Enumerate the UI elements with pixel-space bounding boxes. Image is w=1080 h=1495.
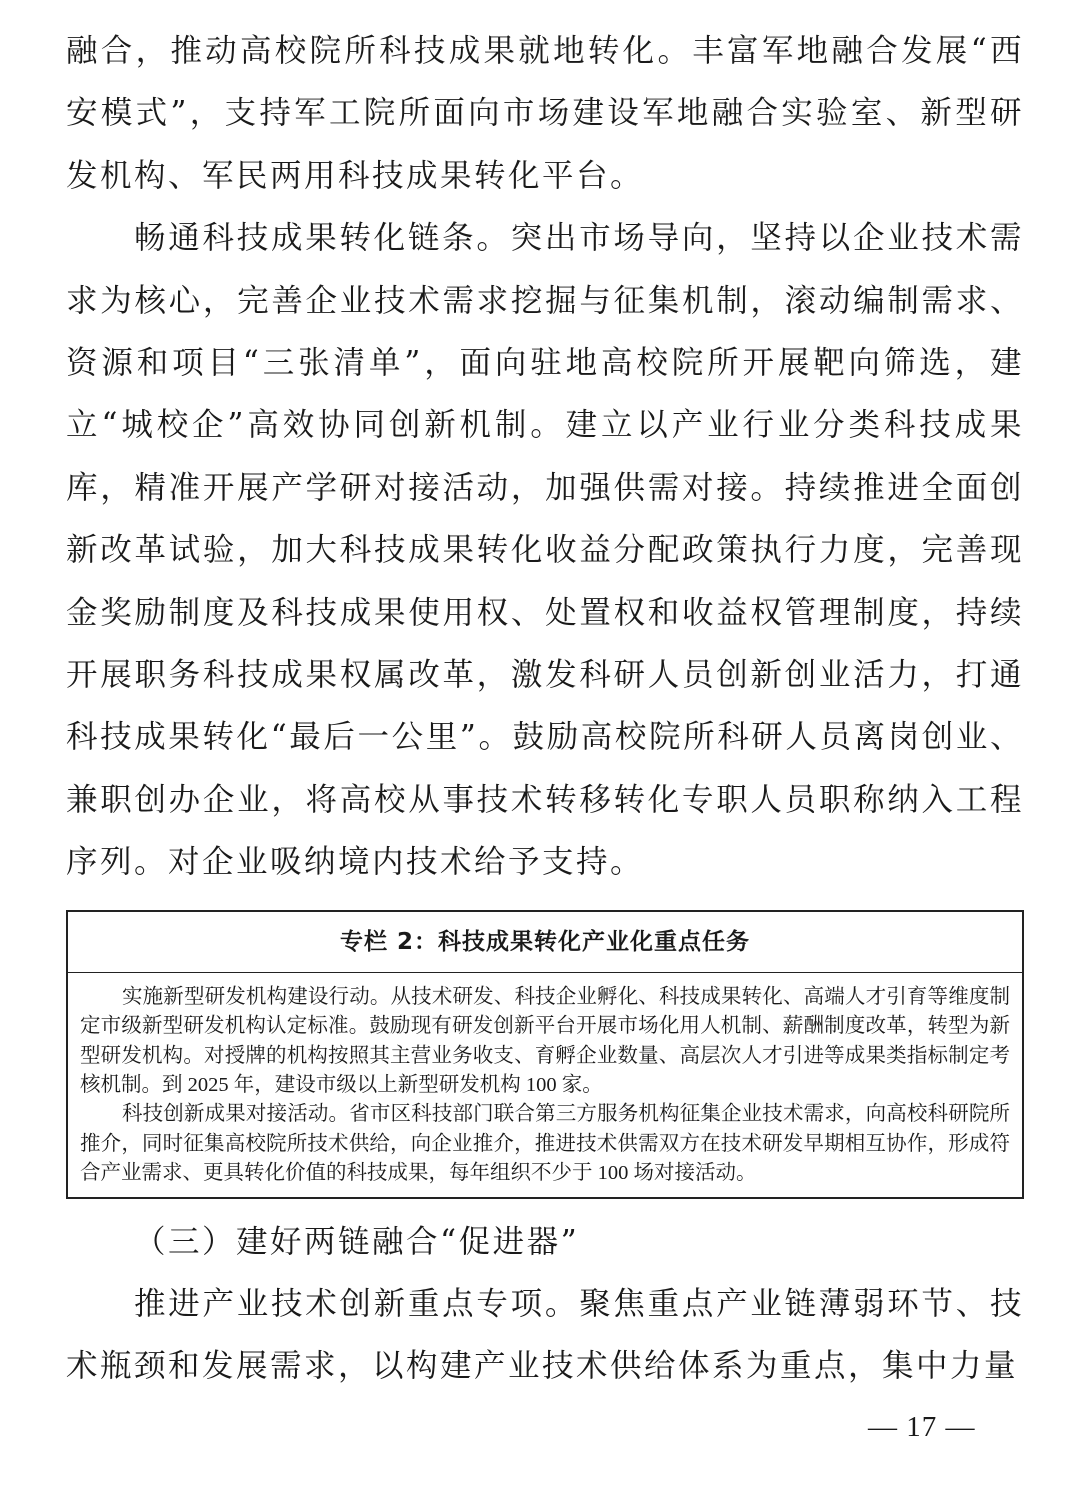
document-page [66,20,1024,1398]
body-paragraph-2: 畅通科技成果转化链条。突出市场导向，坚持以企业技术需求为核心，完善企业技术需求挖掘与征集机制，滚动编制需求、资源和项目“三张清单”，面向驻地高校院所开展靶向筛选，建立“城校企”高效协同创新机制。建立以产业行业分类科技成果库，精准开展产学研对接活动，加强供需对接。持续推进全面创新改革试验，加大科技成果转化收益分配政策执行力度，完善现金奖励制度及科技成果使用权、处置权和收益权管理制度，持续开展职务科技成果权属改革，激发科研人员创新创业活力，打通科技成果转化“最后一公里”。鼓励高校院所科研人员离岗创业、兼职创办企业，将高校从事技术转移转化专职人员职称纳入工程序列。对企业吸纳境内技术给予支持。 [66,220,1024,881]
feature-box [66,910,1024,1199]
feature-box-title: 专栏 2：科技成果转化产业化重点任务 [68,912,1022,973]
section-heading: （三）建好两链融合“促进器” [134,1223,580,1260]
page-number: — 17 — [868,1411,976,1443]
feature-box-paragraph-2: 科技创新成果对接活动。省市区科技部门联合第三方服务机构征集企业技术需求，向高校科研院所推介，同时征集高校院所技术供给，向企业推介，推进技术供需双方在技术研发早期相互协作，形成符合产业需求、更具转化价值的科技成果，每年组织不少于 100 场对接活动。 [80,1103,1010,1185]
feature-box-body [68,973,1022,1197]
feature-box-paragraph-1: 实施新型研发机构建设行动。从技术研发、科技企业孵化、科技成果转化、高端人才引育等维度制定市级新型研发机构认定标准。鼓励现有研发创新平台开展市场化用人机制、薪酬制度改革，转型为新型研发机构。对授牌的机构按照其主营业务收支、育孵企业数量、高层次人才引进等成果类指标制定考核机制。到 2025 年，建设市级以上新型研发机构 100 家。 [80,985,1010,1096]
body-paragraph-1: 融合，推动高校院所科技成果就地转化。丰富军地融合发展“西安模式”，支持军工院所面向市场建设军地融合实验室、新型研发机构、军民两用科技成果转化平台。 [66,33,1024,194]
body-paragraph-3: 推进产业技术创新重点专项。聚焦重点产业链薄弱环节、技术瓶颈和发展需求，以构建产业技术供给体系为重点，集中力量 [66,1285,1024,1385]
